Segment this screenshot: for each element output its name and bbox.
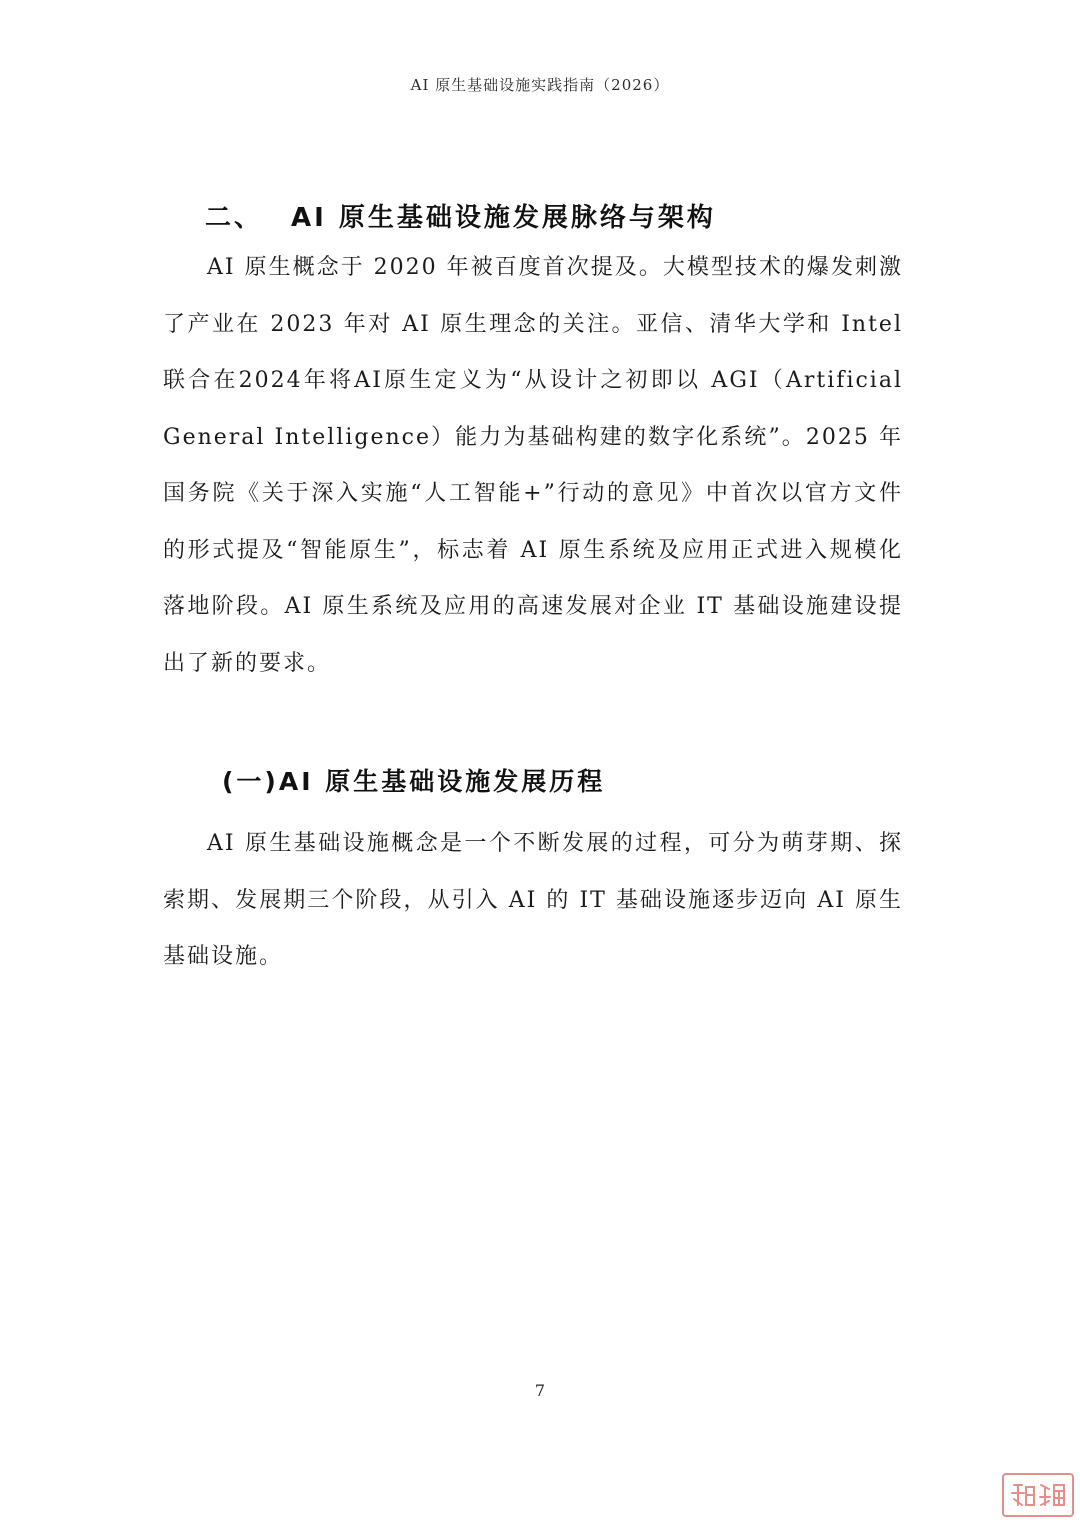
page-number: 7	[534, 1381, 546, 1400]
section-paragraph: AI 原生概念于 2020 年被百度首次提及。大模型技术的爆发刺激了产业在 2023 年对 AI 原生理念的关注。亚信、清华大学和 Intel 联合在2024年将AI原生定义为“从设计之初即以 AGI（Artificial General Intelligence）能力为基础构建的数字化系统”。2025 年国务院《关于深入实施“人工智能+”行动的意见》中首次以官方文件的形式提及“智能原生”，标志着 AI 原生系统及应用正式进入规模化落地阶段。AI 原生系统及应用的高速发展对企业 IT 基础设施建设提出了新的要求。	[163, 255, 903, 676]
section-heading	[205, 197, 716, 234]
running-header: AI 原生基础设施实践指南（2026）	[410, 76, 670, 94]
seal-stamp-icon	[1002, 1473, 1074, 1517]
subsection-heading: (一)AI 原生基础设施发展历程	[222, 767, 606, 796]
section-title: AI 原生基础设施发展脉络与架构	[291, 203, 716, 233]
section-number: 二、	[205, 203, 264, 233]
subsection-paragraph: AI 原生基础设施概念是一个不断发展的过程，可分为萌芽期、探索期、发展期三个阶段，从引入 AI 的 IT 基础设施逐步迈向 AI 原生基础设施。	[163, 831, 903, 969]
